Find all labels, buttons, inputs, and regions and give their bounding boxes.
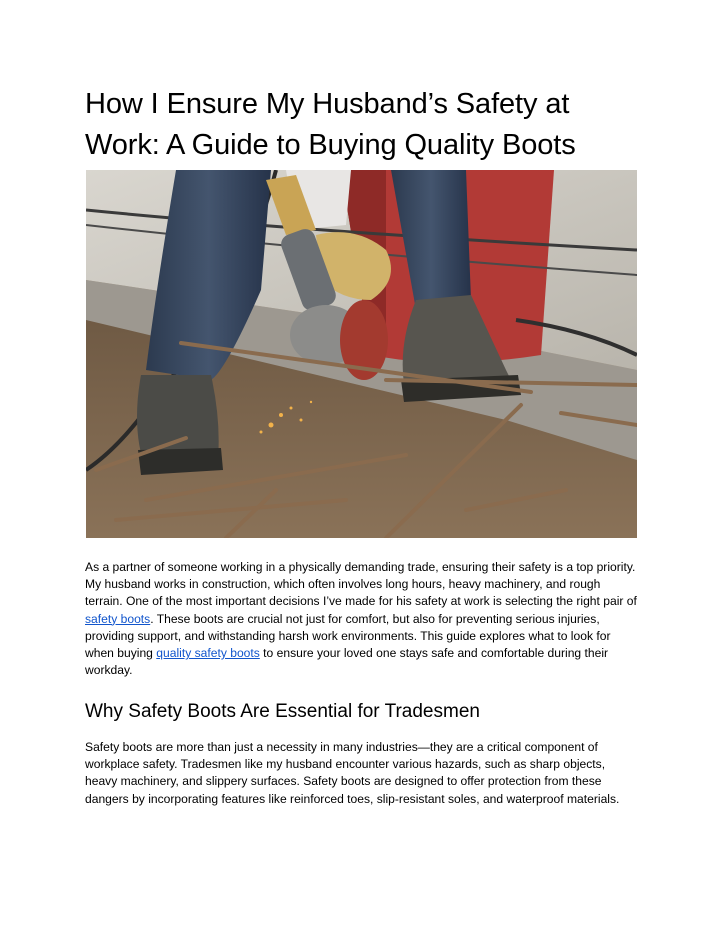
quality-safety-boots-link[interactable]: quality safety boots (156, 646, 260, 661)
section-heading: Why Safety Boots Are Essential for Tradesmen (85, 701, 480, 722)
article-title: How I Ensure My Husband’s Safety at Work: A Guide to Buying Quality Boots (85, 88, 576, 161)
safety-boots-link[interactable]: safety boots (85, 611, 151, 626)
worker-grinding-rebar-photo (86, 170, 637, 538)
intro-text-2: . These boots are crucial not just for comfort, but also for preventing serious injuries, providing support, and withstanding harsh work environments. This guide explores what to look for when buying (85, 611, 611, 661)
intro-paragraph (85, 559, 640, 679)
intro-text-1: As a partner of someone working in a physically demanding trade, ensuring their safety is a top priority. My husband works in construction, which often involves long hours, heavy machinery, and rough terrain. One of the most important decisions I’ve made for his safety at work is selecting the right pair of (85, 560, 637, 609)
section-paragraph: Safety boots are more than just a necessity in many industries—they are a critical component of workplace safety. Tradesmen like my husband encounter various hazards, such as sharp objects, heavy machinery, and slippery surfaces. Safety boots are designed to offer protection from these dangers by incorporating features like reinforced toes, slip-resistant soles, and waterproof materials. (85, 740, 620, 806)
intro-text-3: to ensure your loved one stays safe and comfortable during their workday. (85, 646, 609, 678)
